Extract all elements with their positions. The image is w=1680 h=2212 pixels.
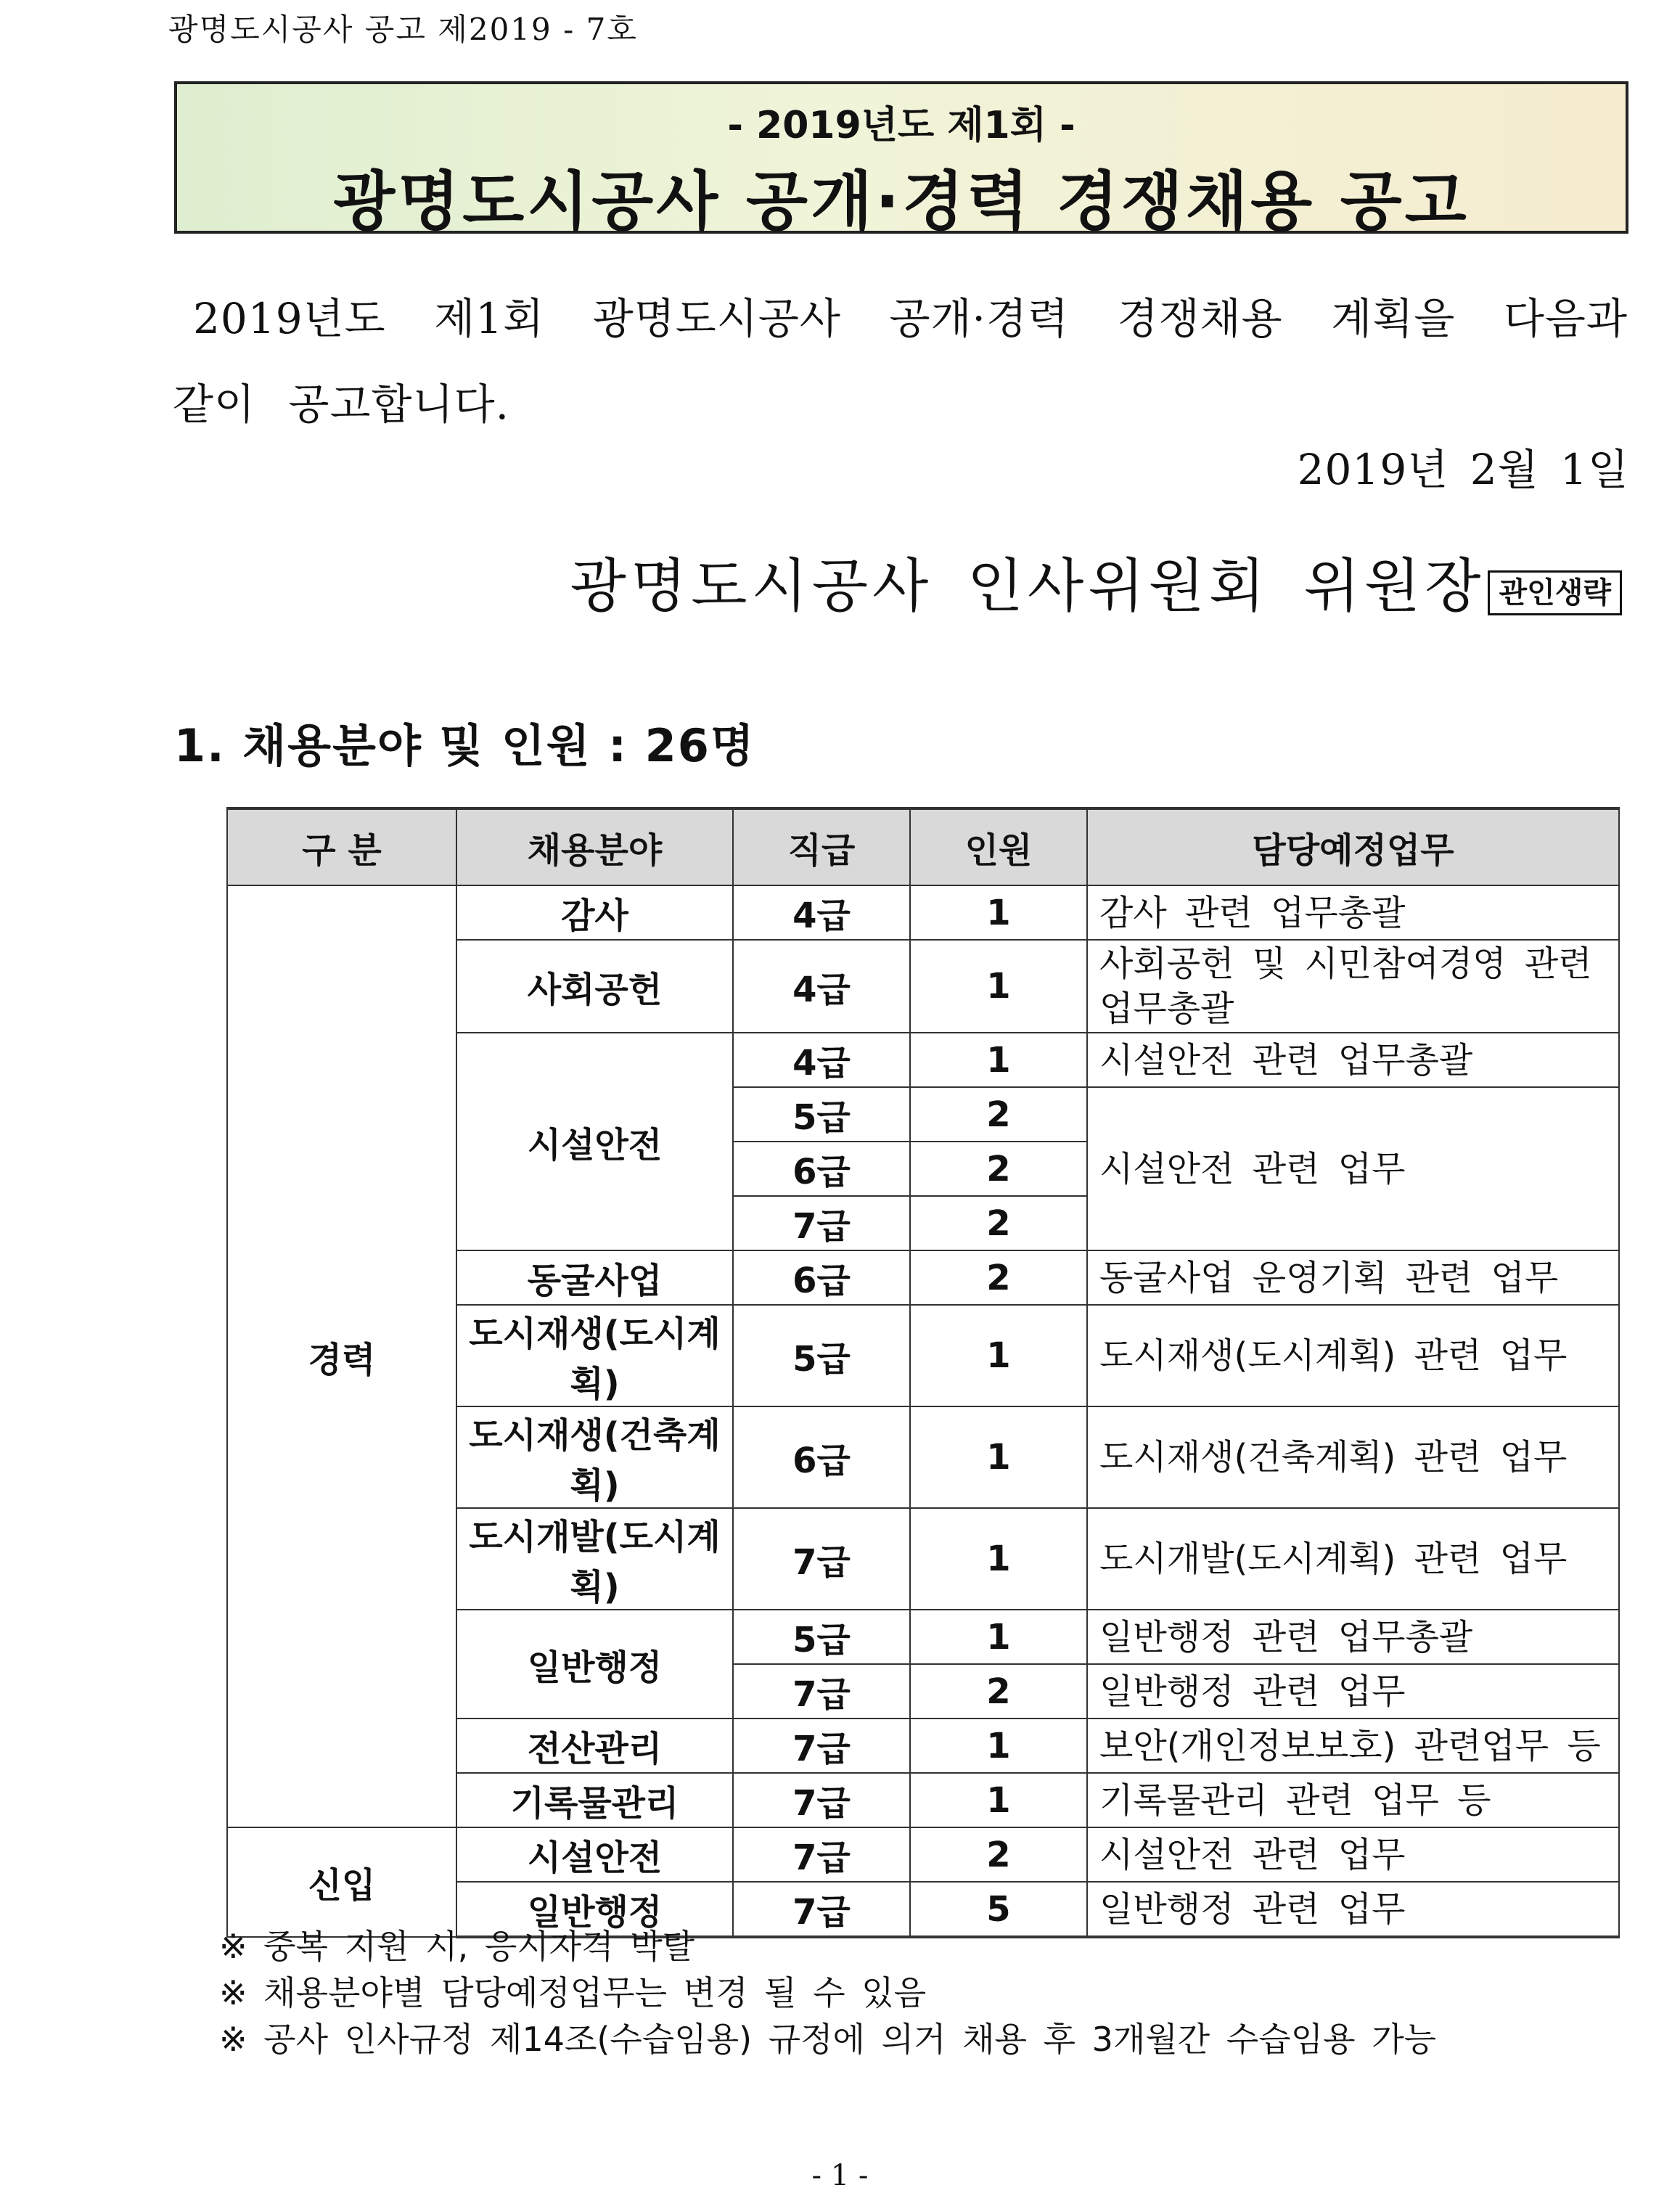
grade-cell: 7급 xyxy=(733,1827,910,1882)
count-cell: 1 xyxy=(910,1305,1087,1406)
count-cell: 2 xyxy=(910,1087,1087,1142)
note-item: ※ 중복 지원 시, 응시자격 박탈 xyxy=(219,1927,695,1966)
grade-cell: 5급 xyxy=(733,1305,910,1406)
category-cell: 경력 xyxy=(227,885,456,1827)
field-cell: 감사 xyxy=(456,885,733,940)
grade-cell: 7급 xyxy=(733,1773,910,1827)
grade-cell: 7급 xyxy=(733,1196,910,1250)
duty-cell: 도시재생(건축계획) 관련 업무 xyxy=(1087,1406,1619,1508)
duty-cell: 동굴사업 운영기획 관련 업무 xyxy=(1087,1250,1619,1305)
grade-cell: 7급 xyxy=(733,1664,910,1719)
field-cell: 사회공헌 xyxy=(456,940,733,1033)
header-grade: 직급 xyxy=(733,808,910,885)
page-number: - 1 - xyxy=(811,2159,869,2192)
count-cell: 1 xyxy=(910,1508,1087,1610)
count-cell: 2 xyxy=(910,1142,1087,1196)
count-cell: 1 xyxy=(910,1773,1087,1827)
field-cell: 기록물관리 xyxy=(456,1773,733,1827)
seal-omitted-stamp: 관인생략 xyxy=(1488,570,1622,615)
grade-cell: 6급 xyxy=(733,1142,910,1196)
table-header-row xyxy=(227,808,1619,885)
grade-cell: 7급 xyxy=(733,1719,910,1773)
duty-cell: 도시재생(도시계획) 관련 업무 xyxy=(1087,1305,1619,1406)
duty-cell: 기록물관리 관련 업무 등 xyxy=(1087,1773,1619,1827)
duty-cell: 보안(개인정보보호) 관련업무 등 xyxy=(1087,1719,1619,1773)
grade-cell: 5급 xyxy=(733,1087,910,1142)
duty-cell: 시설안전 관련 업무총괄 xyxy=(1087,1033,1619,1087)
field-cell: 일반행정 xyxy=(456,1610,733,1719)
grade-cell: 4급 xyxy=(733,940,910,1033)
intro-line-2: 같이 공고합니다. xyxy=(173,380,510,429)
header-field: 채용분야 xyxy=(456,808,733,885)
count-cell: 5 xyxy=(910,1882,1087,1937)
recruitment-table xyxy=(226,807,1620,1938)
count-cell: 1 xyxy=(910,1719,1087,1773)
grade-cell: 6급 xyxy=(733,1406,910,1508)
field-cell: 시설안전 xyxy=(456,1827,733,1882)
grade-cell: 7급 xyxy=(733,1882,910,1937)
count-cell: 1 xyxy=(910,885,1087,940)
count-cell: 2 xyxy=(910,1827,1087,1882)
document-number: 광명도시공사 공고 제2019 - 7호 xyxy=(168,12,638,47)
count-cell: 1 xyxy=(910,940,1087,1033)
signer-name: 광명도시공사 인사위원회 위원장 xyxy=(570,552,1486,620)
notes-list xyxy=(219,1923,1436,2063)
field-cell: 일반행정 xyxy=(456,1882,733,1937)
duty-cell: 일반행정 관련 업무총괄 xyxy=(1087,1610,1619,1664)
field-cell: 도시재생(도시계획) xyxy=(456,1305,733,1406)
title-banner xyxy=(174,81,1628,239)
field-cell: 전산관리 xyxy=(456,1719,733,1773)
page-title: 광명도시공사 공개·경력 경쟁채용 공고 xyxy=(333,164,1470,239)
duty-cell: 도시개발(도시계획) 관련 업무 xyxy=(1087,1508,1619,1610)
category-cell: 신입 xyxy=(227,1827,456,1937)
note-item: ※ 공사 인사규정 제14조(수습임용) 규정에 의거 채용 후 3개월간 수습임용 가능 xyxy=(219,2020,1437,2059)
count-cell: 1 xyxy=(910,1033,1087,1087)
count-cell: 2 xyxy=(910,1250,1087,1305)
title-subtitle: - 2019년도 제1회 - xyxy=(727,104,1075,147)
field-cell: 동굴사업 xyxy=(456,1250,733,1305)
grade-cell: 4급 xyxy=(733,1033,910,1087)
grade-cell: 7급 xyxy=(733,1508,910,1610)
section-heading-recruitment: 1. 채용분야 및 인원 : 26명 xyxy=(174,719,755,772)
announcement-date: 2019년 2월 1일 xyxy=(1297,445,1629,494)
duty-cell: 일반행정 관련 업무 xyxy=(1087,1882,1619,1937)
count-cell: 2 xyxy=(910,1196,1087,1250)
count-cell: 2 xyxy=(910,1664,1087,1719)
note-item: ※ 채용분야별 담당예정업무는 변경 될 수 있음 xyxy=(219,1973,927,2012)
count-cell: 1 xyxy=(910,1406,1087,1508)
duty-cell: 감사 관련 업무총괄 xyxy=(1087,885,1619,940)
intro-paragraph xyxy=(173,276,1628,447)
header-count: 인원 xyxy=(910,808,1087,885)
duty-cell: 일반행정 관련 업무 xyxy=(1087,1664,1619,1719)
intro-line-1: 2019년도 제1회 광명도시공사 공개·경력 경쟁채용 계획을 다음과 xyxy=(193,294,1628,343)
count-cell: 1 xyxy=(910,1610,1087,1664)
grade-cell: 6급 xyxy=(733,1250,910,1305)
table-row xyxy=(227,885,1619,940)
header-duty: 담당예정업무 xyxy=(1087,808,1619,885)
grade-cell: 5급 xyxy=(733,1610,910,1664)
grade-cell: 4급 xyxy=(733,885,910,940)
duty-cell: 사회공헌 및 시민참여경영 관련 업무총괄 xyxy=(1087,940,1619,1033)
signer-block xyxy=(570,552,1622,620)
header-category: 구 분 xyxy=(227,808,456,885)
field-cell: 시설안전 xyxy=(456,1033,733,1250)
table-row xyxy=(227,1827,1619,1882)
duty-cell: 시설안전 관련 업무 xyxy=(1087,1827,1619,1882)
field-cell: 도시개발(도시계획) xyxy=(456,1508,733,1610)
duty-cell: 시설안전 관련 업무 xyxy=(1087,1087,1619,1250)
field-cell: 도시재생(건축계획) xyxy=(456,1406,733,1508)
